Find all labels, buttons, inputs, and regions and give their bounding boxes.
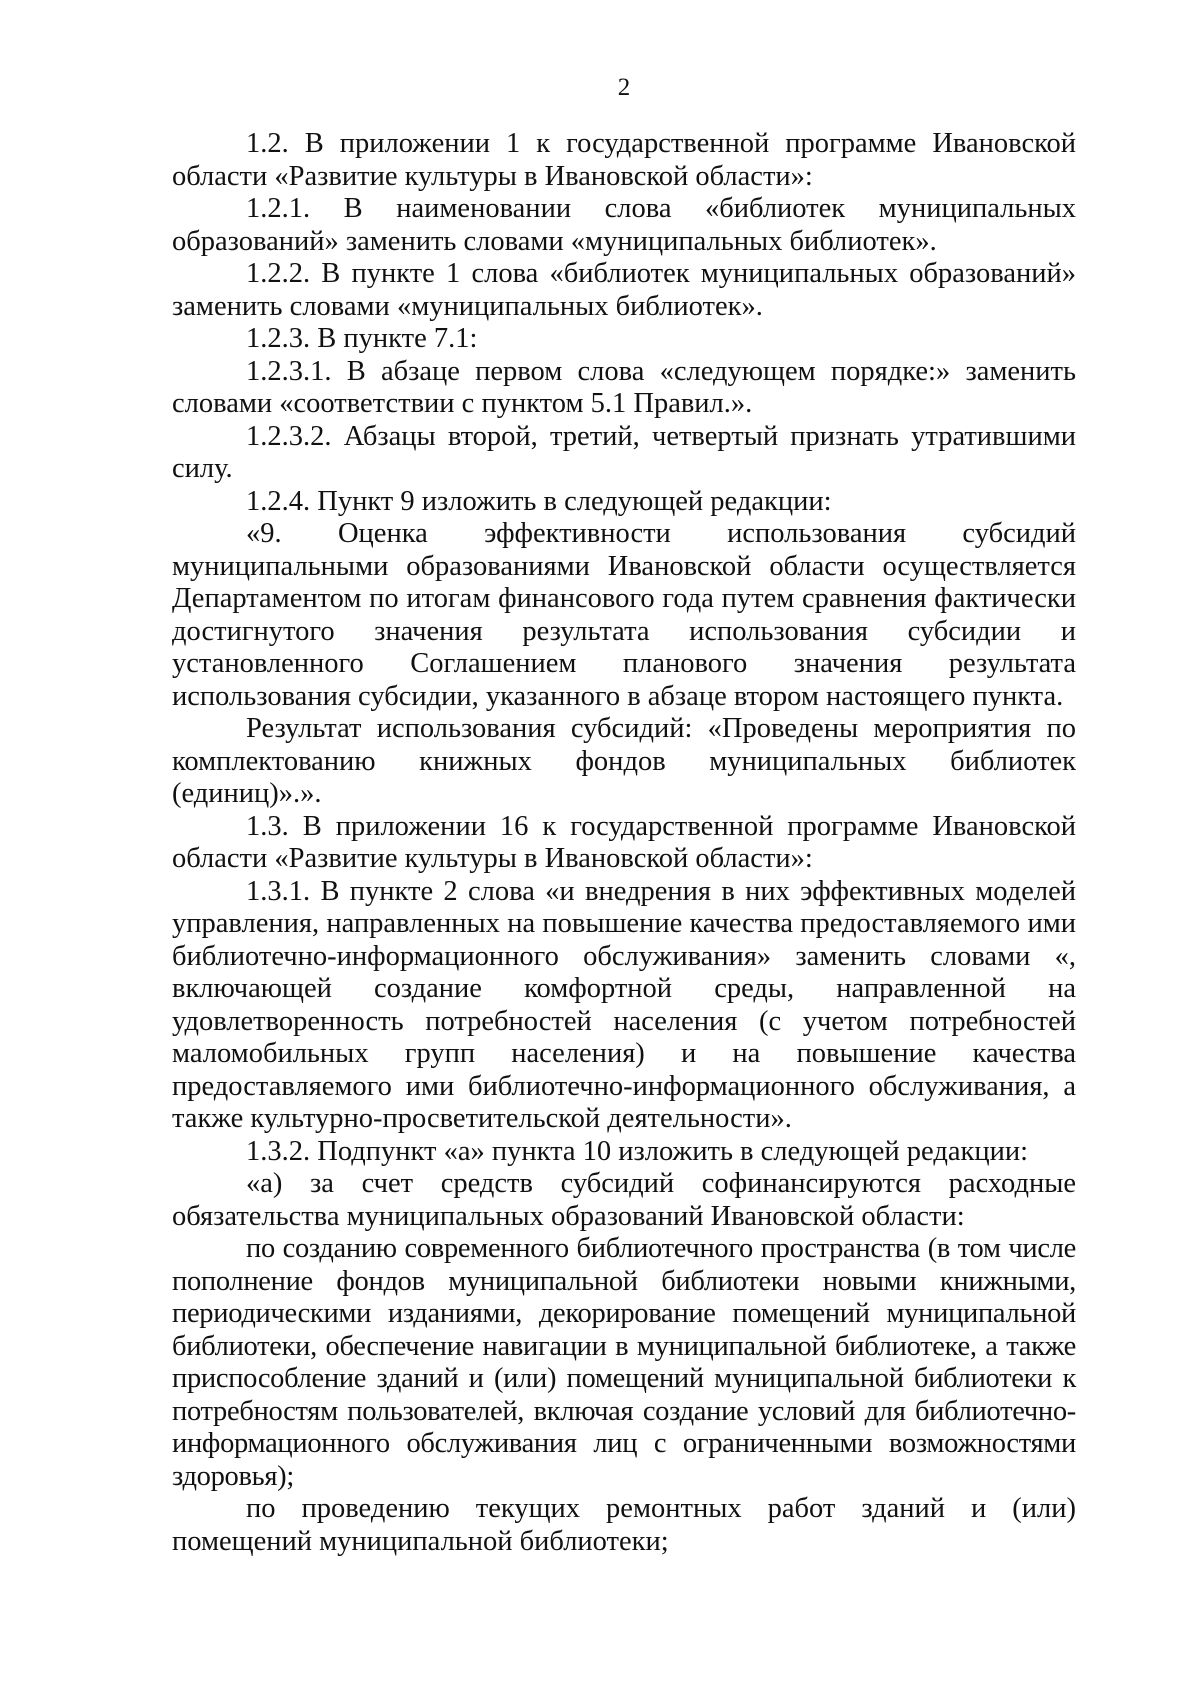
page-number: 2 xyxy=(617,74,631,101)
paragraph-1-2-3: 1.2.3. В пункте 7.1: xyxy=(246,323,478,354)
paragraph-1-3-2: 1.3.2. Подпункт «а» пункта 10 изложить в следующей редакции: xyxy=(246,1135,1028,1167)
paragraph-1-2-2: 1.2.2. В пункте 1 слова «библиотек муниципальных образований» заменить словами «муниципальных библиотек». xyxy=(172,258,1076,322)
paragraph-item-9: «9. Оценка эффективности использования субсидий муниципальными образованиями Ивановской области осуществляется Департаментом по итогам финансового года путем сравнения фактически достигнутого значения результата использования субсидии и установленного Соглашением планового значения результата использования субсидии, указанного в абзаце втором настоящего пункта. xyxy=(172,518,1076,712)
paragraph-1-3-1: 1.3.1. В пункте 2 слова «и внедрения в них эффективных моделей управления, направленных на повышение качества предоставляемого ими библиотечно-информационного обслуживания» заменить словами «, включающей создание комфортной среды, направленной на удовлетворенность потребностей населения (с учетом потребностей маломобильных групп населения) и на повышение качества предоставляемого ими библиотечно-информационного обслуживания, а также культурно-просветительской деятельности». xyxy=(172,875,1076,1134)
paragraph-1-2-1: 1.2.1. В наименовании слова «библиотек муниципальных образований» заменить словами «муниципальных библиотек». xyxy=(172,193,1076,257)
paragraph-1-3: 1.3. В приложении 16 к государственной программе Ивановской области «Развитие культуры в Ивановской области»: xyxy=(172,810,1076,874)
paragraph-1-2-3-2: 1.2.3.2. Абзацы второй, третий, четвертый признать утратившими силу. xyxy=(172,420,1076,484)
document-body xyxy=(172,128,1076,1558)
paragraph-1-2: 1.2. В приложении 1 к государственной программе Ивановской области «Развитие культуры в Ивановской области»: xyxy=(172,128,1076,192)
paragraph-repair-works: по проведению текущих ремонтных работ зданий и (или) помещений муниципальной библиотеки; xyxy=(172,1493,1076,1557)
paragraph-1-2-4: 1.2.4. Пункт 9 изложить в следующей редакции: xyxy=(246,485,832,517)
paragraph-library-space: по созданию современного библиотечного пространства (в том числе пополнение фондов муниципальной библиотеки новыми книжными, периодическими изданиями, декорирование помещений муниципальной библиотеки, обеспечение навигации в муниципальной библиотеке, а также приспособление зданий и (или) помещений муниципальной библиотеки к потребностям пользователей, включая создание условий для библиотечно-информационного обслуживания лиц с ограниченными возможностями здоровья); xyxy=(172,1233,1076,1492)
paragraph-1-2-3-1: 1.2.3.1. В абзаце первом слова «следующем порядке:» заменить словами «соответствии с пунктом 5.1 Правил.». xyxy=(172,355,1076,419)
paragraph-subsidy-result: Результат использования субсидий: «Проведены мероприятия по комплектованию книжных фондов муниципальных библиотек (единиц)».». xyxy=(172,713,1076,809)
paragraph-subitem-a: «а) за счет средств субсидий софинансируются расходные обязательства муниципальных образований Ивановской области: xyxy=(172,1168,1076,1232)
